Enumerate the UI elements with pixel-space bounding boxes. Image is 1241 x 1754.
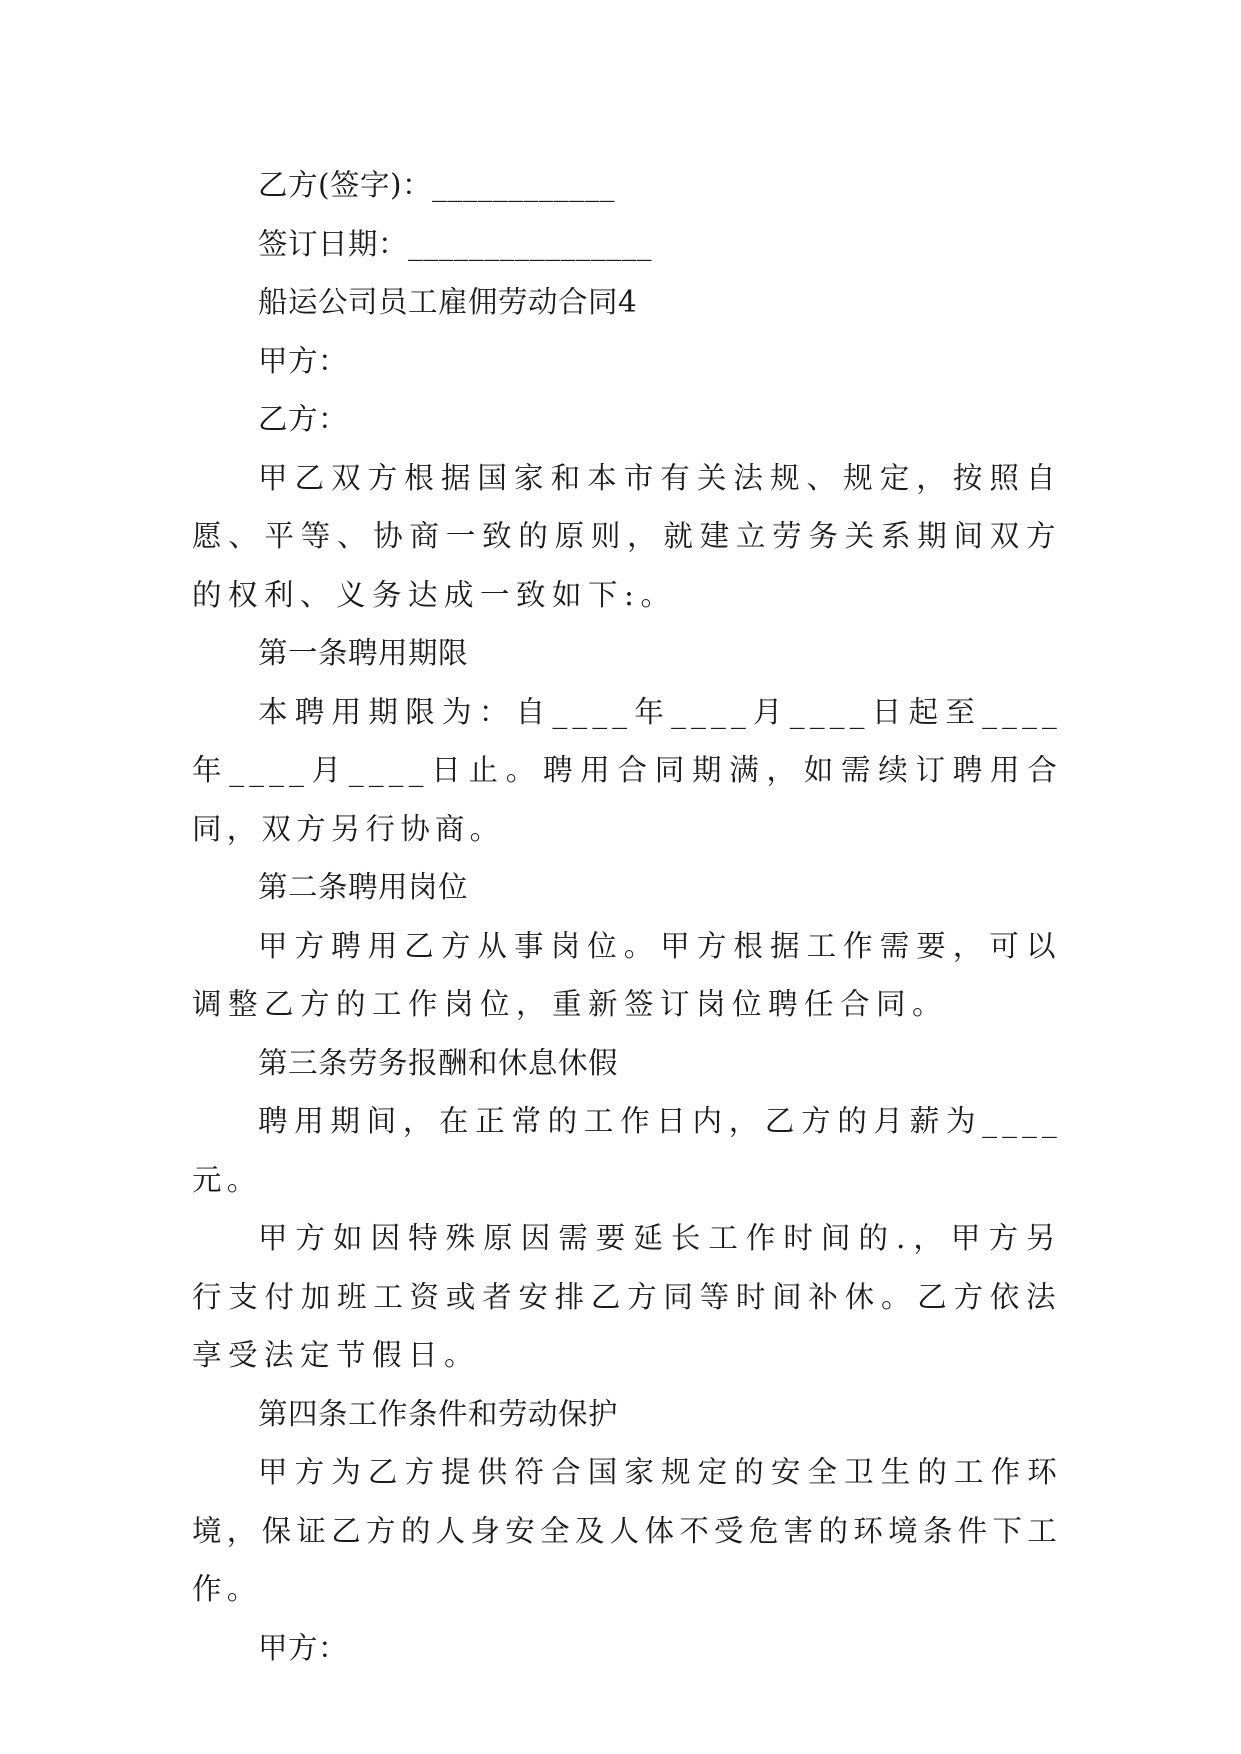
- article-3-salary: 聘用期间，在正常的工作日内，乙方的月薪为____元。: [192, 1104, 1062, 1197]
- article-4-heading: 第四条工作条件和劳动保护: [258, 1396, 619, 1431]
- article-2-body: 甲方聘用乙方从事岗位。甲方根据工作需要，可以调整乙方的工作岗位，重新签订岗位聘任合同。: [192, 928, 1062, 1021]
- contract-title: 船运公司员工雇佣劳动合同4: [258, 285, 638, 319]
- party-b-label: 乙方：: [258, 402, 349, 436]
- party-a-closing-label: 甲方：: [258, 1630, 349, 1665]
- article-4-body: 甲方为乙方提供符合国家规定的安全卫生的工作环境，保证乙方的人身安全及人体不受危害的环境条件下工作。: [192, 1455, 1062, 1606]
- party-a-label: 甲方：: [258, 343, 349, 378]
- preamble-paragraph: 甲乙双方根据国家和本市有关法规、规定，按照自愿、平等、协商一致的原则，就建立劳务关系期间双方的权利、义务达成一致如下:。: [192, 460, 1062, 612]
- party-b-signature-line: 乙方(签字)：____________: [258, 168, 616, 202]
- article-1-body: 本聘用期限为：自____年____月____日起至____年____月____日止。聘用合同期满，如需续订聘用合同，双方另行协商。: [192, 694, 1062, 846]
- signing-date-line: 签订日期：________________: [258, 226, 653, 261]
- document-body: [192, 156, 1062, 1677]
- article-2-heading: 第二条聘用岗位: [258, 870, 469, 904]
- article-3-heading: 第三条劳务报酬和休息休假: [258, 1045, 619, 1080]
- article-3-overtime: 甲方如因特殊原因需要延长工作时间的.，甲方另行支付加班工资或者安排乙方同等时间补休。乙方依法享受法定节假日。: [192, 1221, 1062, 1372]
- article-1-heading: 第一条聘用期限: [258, 636, 469, 670]
